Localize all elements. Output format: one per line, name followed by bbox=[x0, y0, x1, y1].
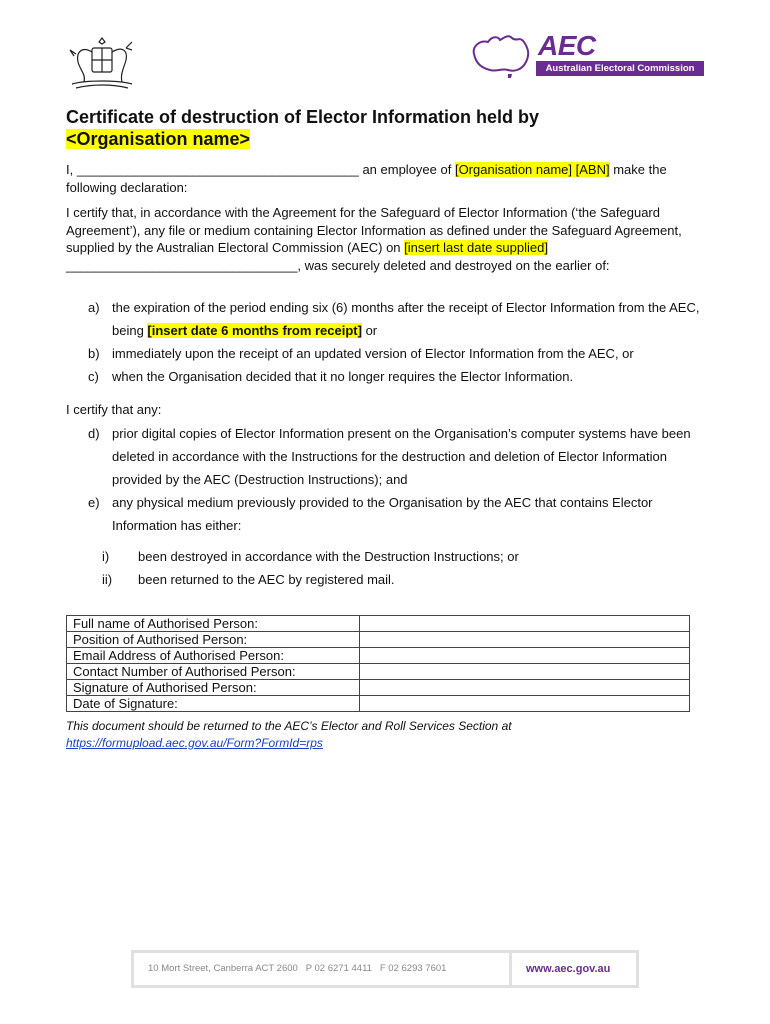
conditions-list bbox=[88, 296, 702, 388]
position-label: Position of Authorised Person: bbox=[67, 632, 360, 648]
table-row bbox=[67, 680, 690, 696]
table-row bbox=[67, 632, 690, 648]
footer-website-link[interactable]: www.aec.gov.au bbox=[526, 963, 611, 975]
list-marker: i) bbox=[102, 549, 110, 564]
certify-text-1: I certify that, in accordance with the Agreement for the Safeguard of Elector Information (‘the Safeguard Agreement’), any file or medium containing Elector Information as defined under the Safeguard Agreement, supplied by the Australian Electoral Commission (AEC) on bbox=[66, 205, 682, 255]
employee-name-blank: _______________________________________ bbox=[76, 162, 359, 177]
six-months-date-placeholder: [insert date 6 months from receipt] bbox=[147, 323, 362, 338]
position-field[interactable] bbox=[360, 632, 690, 648]
authorised-person-table bbox=[66, 615, 690, 712]
footer-phone: P 02 6271 4411 bbox=[305, 963, 372, 974]
list-item bbox=[88, 296, 702, 342]
date-of-signature-label: Date of Signature: bbox=[67, 696, 360, 712]
contact-number-label: Contact Number of Authorised Person: bbox=[67, 664, 360, 680]
list-item bbox=[102, 545, 702, 568]
footer-contact-box bbox=[131, 950, 639, 988]
full-name-label: Full name of Authorised Person: bbox=[67, 616, 360, 632]
certify-paragraph bbox=[66, 204, 702, 274]
contact-number-field[interactable] bbox=[360, 664, 690, 680]
list-marker: e) bbox=[88, 495, 100, 510]
list-item-text: been returned to the AEC by registered mail. bbox=[138, 572, 395, 587]
medium-options-list bbox=[102, 545, 702, 591]
table-row bbox=[67, 616, 690, 632]
declaration-intro bbox=[66, 161, 702, 196]
copies-list bbox=[88, 422, 702, 537]
footer-divider bbox=[509, 953, 512, 985]
aec-logo-name: Australian Electoral Commission bbox=[536, 61, 704, 76]
intro-prefix: I, bbox=[66, 162, 77, 177]
signature-label: Signature of Authorised Person: bbox=[67, 680, 360, 696]
list-item-text: immediately upon the receipt of an updated version of Elector Information from the AEC, or bbox=[112, 346, 634, 361]
title-line-1: Certificate of destruction of Elector Information held by bbox=[66, 107, 540, 127]
list-item-text: prior digital copies of Elector Information present on the Organisation’s computer systems have been deleted in accordance with the Instructions for the destruction and deletion of Elector Information provided by the AEC (Destruction Instructions); and bbox=[112, 426, 691, 487]
list-item-text: any physical medium previously provided to the Organisation by the AEC that contains Elector Information has either: bbox=[112, 495, 653, 533]
list-marker: ii) bbox=[102, 572, 113, 587]
list-item bbox=[88, 422, 702, 491]
footer-street: 10 Mort Street, Canberra ACT 2600 bbox=[148, 963, 298, 974]
list-item bbox=[102, 568, 702, 591]
form-upload-link[interactable]: https://formupload.aec.gov.au/Form?FormId=rps bbox=[66, 736, 323, 750]
organisation-abn-placeholder: [Organisation name] [ABN] bbox=[454, 162, 610, 177]
full-name-field[interactable] bbox=[360, 616, 690, 632]
title-organisation-placeholder: <Organisation name> bbox=[66, 129, 251, 149]
list-marker: b) bbox=[88, 346, 100, 361]
return-instructions bbox=[66, 718, 686, 752]
australian-coat-of-arms-icon bbox=[62, 34, 142, 90]
certify-any-heading: I certify that any: bbox=[66, 402, 162, 417]
email-label: Email Address of Authorised Person: bbox=[67, 648, 360, 664]
list-marker: d) bbox=[88, 426, 100, 441]
list-item-after: or bbox=[361, 323, 378, 338]
last-date-placeholder: [insert last date supplied] bbox=[404, 240, 548, 255]
list-item-text: the expiration of the period ending six (6) months after the receipt of Elector Information from the AEC, being bbox=[112, 300, 700, 338]
list-item bbox=[88, 491, 702, 537]
footer-fax: F 02 6293 7601 bbox=[379, 963, 447, 974]
signature-field[interactable] bbox=[360, 680, 690, 696]
list-item-text: been destroyed in accordance with the Destruction Instructions; or bbox=[138, 549, 519, 564]
list-item bbox=[88, 365, 702, 388]
certify-text-2: , was securely deleted and destroyed on the earlier of: bbox=[297, 257, 610, 273]
date-of-signature-field[interactable] bbox=[360, 696, 690, 712]
list-item-text: when the Organisation decided that it no longer requires the Elector Information. bbox=[112, 369, 574, 384]
table-row bbox=[67, 648, 690, 664]
list-marker: a) bbox=[88, 300, 100, 315]
list-item bbox=[88, 342, 702, 365]
email-field[interactable] bbox=[360, 648, 690, 664]
aec-logo-text: AEC bbox=[538, 30, 596, 61]
footer-address bbox=[148, 953, 446, 985]
page-title bbox=[66, 106, 706, 150]
intro-suffix: make the following declaration: bbox=[66, 162, 667, 195]
table-row bbox=[67, 696, 690, 712]
intro-middle: an employee of bbox=[358, 162, 455, 177]
return-instructions-text: This document should be returned to the AEC’s Elector and Roll Services Section at bbox=[66, 719, 512, 733]
aec-logo bbox=[468, 32, 706, 82]
australia-map-icon bbox=[468, 32, 534, 80]
list-marker: c) bbox=[88, 369, 99, 384]
date-blank: ________________________________ bbox=[66, 257, 298, 273]
table-row bbox=[67, 664, 690, 680]
